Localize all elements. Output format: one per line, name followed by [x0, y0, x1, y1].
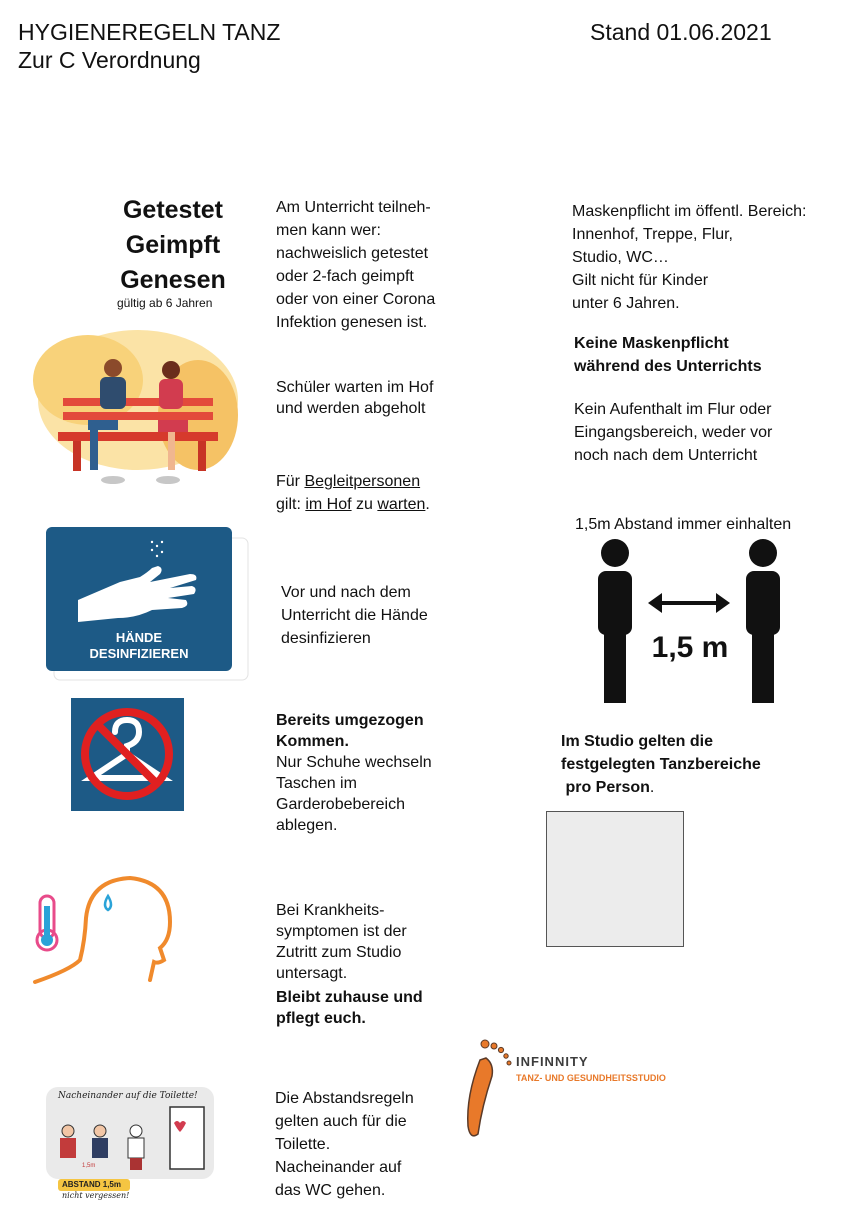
no-hanger-icon	[71, 698, 184, 811]
sign-line-1: HÄNDE	[115, 630, 163, 645]
distance-figure	[578, 535, 800, 710]
toilet-text: Die Abstandsregeln gelten auch für die Toilette. Nacheinander auf das WC gehen.	[275, 1090, 414, 1199]
toilet-illustration	[44, 1083, 216, 1203]
toilet-badge: ABSTAND 1,5m	[62, 1180, 121, 1189]
bench-illustration	[18, 320, 243, 495]
hands-text: Vor und nach dem Unterricht die Hände desinfizieren	[281, 584, 428, 647]
date-stamp: Stand 01.06.2021	[590, 19, 772, 45]
ggg-tested: Getestet	[122, 196, 224, 224]
page-subtitle: Zur C Verordnung	[18, 47, 201, 73]
changed-text: Bereits umgezogen Kommen. Nur Schuhe wechseln Taschen im Garderobebereich ablegen.	[276, 712, 432, 834]
logo-name: INFINNITY	[516, 1054, 589, 1069]
infinnity-logo	[458, 1036, 698, 1141]
mask-text: Maskenpflicht im öffentl. Bereich: Innenhof, Treppe, Flur, Studio, WC… Gilt nicht für Kinder unter 6 Jahren.	[572, 203, 807, 312]
sick-head-icon	[30, 870, 180, 990]
toilet-dist: 1,5m	[82, 1163, 96, 1169]
sign-line-2: DESINFIZIEREN	[89, 646, 189, 661]
sick-text: Bei Krankheits- symptomen ist der Zutritt zum Studio untersagt. Bleibt zuhause und pflegt euch.	[276, 902, 423, 1027]
ggg-age-note: gültig ab 6 Jahren	[117, 296, 213, 310]
companions-text: Für Begleitpersonen gilt: im Hof zu warten.	[276, 473, 430, 513]
logo-tagline: TANZ- UND GESUNDHEITSSTUDIO	[516, 1073, 666, 1083]
ggg-block	[98, 193, 248, 298]
footprint-icon	[458, 1036, 518, 1141]
ggg-vaccinated: Geimpft	[125, 231, 221, 259]
no-mask-text: Keine Maskenpflicht während des Unterrichts	[574, 335, 762, 375]
no-stay-text: Kein Aufenthalt im Flur oder Eingangsbereich, weder vor noch nach dem Unterricht	[574, 401, 773, 464]
distance-label: 1,5 m	[651, 631, 729, 664]
page-title: HYGIENEREGELN TANZ	[18, 19, 281, 45]
toilet-heading: Nacheinander auf die Toilette!	[58, 1091, 198, 1101]
toilet-note: nicht vergessen!	[62, 1191, 130, 1200]
studio-text: Im Studio gelten die festgelegten Tanzbereiche pro Person.	[561, 733, 761, 796]
dance-area-placeholder	[546, 811, 684, 947]
participation-text: Am Unterricht teilneh- men kann wer: nachweislich getestet oder 2-fach geimpft oder von einer Corona Infektion genesen ist.	[276, 199, 436, 331]
distance-title: 1,5m Abstand immer einhalten	[575, 516, 792, 533]
hand-disinfect-sign	[40, 522, 250, 682]
ggg-recovered: Genesen	[120, 266, 226, 294]
wait-text: Schüler warten im Hof und werden abgeholt	[276, 379, 434, 417]
